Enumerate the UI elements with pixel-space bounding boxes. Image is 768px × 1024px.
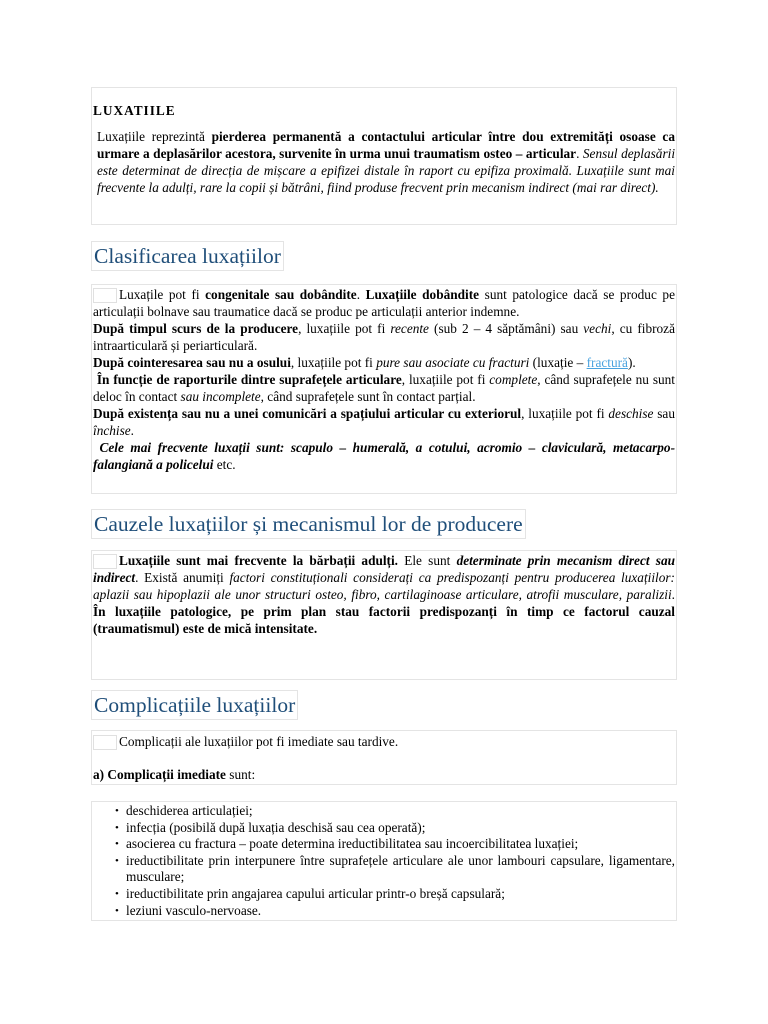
list-item: • leziuni vasculo-nervoase. [93, 903, 675, 920]
indent-marker [93, 735, 117, 750]
heading-complicatii: Complicațiile luxațiilor [91, 690, 298, 720]
complicatii-list-block [91, 801, 677, 921]
clasificare-p2: După timpul scurs de la producere, luxațiile pot fi recente (sub 2 – 4 săptămâni) sau vechi, cu fibroză intraarticulară și periarticulară. [93, 321, 675, 354]
clasificare-p1: Luxațile pot fi congenitale sau dobândite. Luxațiile dobândite sunt patologice dacă se produc pe articulații bolnave sau traumatice dacă se produc pe articulații anterior indemne. [93, 287, 675, 320]
clasificare-block [91, 284, 677, 494]
list-item: • infecția (posibilă după luxația deschisă sau cea operată); [93, 820, 675, 837]
list-item: • ireductibilitate prin angajarea capului articular printr-o breșă capsulară; [93, 886, 675, 903]
indent-marker [93, 288, 117, 303]
list-item: • deschiderea articulației; [93, 803, 675, 820]
document-title: LUXATIILE [93, 103, 176, 118]
heading-cauze: Cauzele luxațiilor și mecanismul lor de producere [91, 509, 526, 539]
cauze-block [91, 550, 677, 680]
indent-marker [93, 554, 117, 569]
list-item: • ireductibilitate prin interpunere între suprafețele articulare ale unor lambouri capsulare, ligamentare, musculare; [93, 853, 675, 886]
cauze-paragraph: Luxațiile sunt mai frecvente la bărbații adulți. Ele sunt determinate prin mecanism direct sau indirect. Există anumiți factori constituționali considerați ca predispozanți pentru producerea luxațiilor: aplazii sau hipoplazii ale unor structuri osteo, fibro, cartilaginoase articulare, atrofii musculare, paralizii. În luxațiile patologice, pe prim plan stau factorii predispozanți în timp ce factorul cauzal (traumatismul) este de mică intensitate. [93, 553, 675, 637]
complicatii-p2: a) Complicații imediate sunt: [93, 767, 256, 783]
complicatii-list [93, 803, 675, 919]
intro-block [91, 87, 677, 225]
list-item: • asocierea cu fractura – poate determina ireductibilitatea sau incoercibilitatea luxației; [93, 836, 675, 853]
clasificare-p6: Cele mai frecvente luxații sunt: scapulo – humerală, a cotului, acromio – claviculară, metacarpo-falangiană a policelui etc. [93, 440, 676, 473]
heading-clasificare: Clasificarea luxațiilor [91, 241, 284, 271]
clasificare-p5: După existența sau nu a unei comunicări a spațiului articular cu exteriorul, luxațiile pot fi deschise sau închise. [93, 406, 675, 439]
complicatii-block [91, 730, 677, 785]
complicatii-p1: Complicații ale luxațiilor pot fi imediate sau tardive. [93, 733, 675, 750]
clasificare-p4: În funcție de raporturile dintre suprafețele articulare, luxațiile pot fi complete, când suprafețele nu sunt deloc în contact sau incomplete, când suprafețele sunt în contact parțial. [93, 372, 675, 405]
intro-paragraph: Luxațiile reprezintă pierderea permanentă a contactului articular între dou extremități osoase ca urmare a deplasărilor acestora, survenite în urma unui traumatism osteo – articular. Sensul deplasării este determinat de direcția de mișcare a epifizei distale în raport cu epifiza proximală. Luxațiile sunt mai frecvente la adulți, rare la copii și bătrâni, fiind produse frecvent prin mecanism indirect (mai rar direct). [97, 129, 676, 195]
fractura-link[interactable]: fractură [586, 355, 628, 371]
clasificare-p3: După cointeresarea sau nu a osului, luxațiile pot fi pure sau asociate cu fracturi (luxație – fractură). [93, 355, 636, 371]
